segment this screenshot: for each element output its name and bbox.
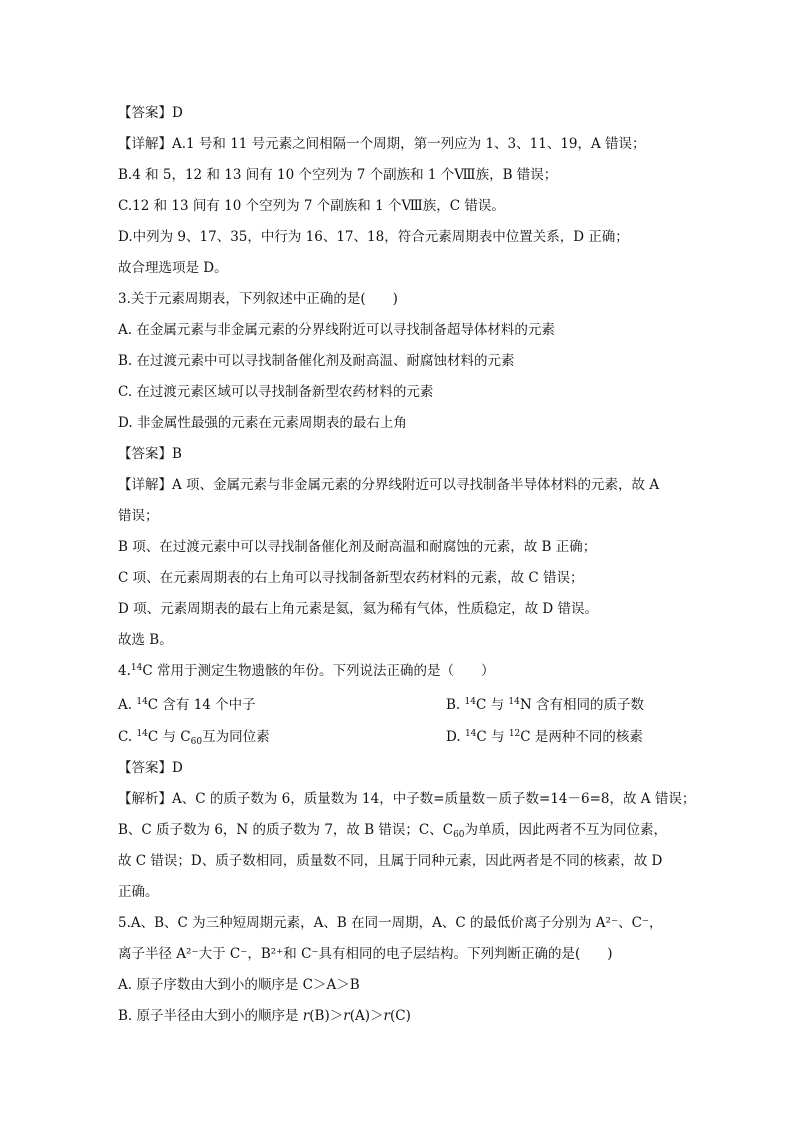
mass-number: 14 [464,697,476,707]
q3-option-a: A. 在金属元素与非金属元素的分界线附近可以寻找制备超导体材料的元素 [118,322,555,338]
radius-symbol: r [302,1008,310,1024]
option-text: B. 原子半径由大到小的顺序是 [118,1008,303,1024]
q4-answer: 【答案】D [118,760,183,776]
option-text: C 是两种不同的核素 [520,729,643,745]
q3-explanation-b: B 项、在过渡元素中可以寻找制备催化剂及耐高温和耐腐蚀的元素，故 B 正确； [118,539,597,555]
analysis-text: B、C 质子数为 6，N 的质子数为 7，故 B 错误；C、C [118,822,454,838]
q4-option-a [118,696,256,714]
q3-explanation-a-cont: 错误； [118,508,159,524]
option-label: A. [118,697,137,713]
subscript: 60 [190,737,203,747]
option-text: (B)＞ [309,1008,344,1024]
option-text: C 与 [476,729,509,745]
option-text: N 含有相同的质子数 [519,697,644,713]
q4-number: 4. [118,663,131,679]
q4-analysis-2 [118,821,667,839]
mass-number: 14 [136,729,148,739]
q2-conclusion: 故合理选项是 D。 [118,260,228,276]
q5-stem-1: 5.A、B、C 为三种短周期元素，A、B 在同一周期，A、C 的最低价离子分别为 A²⁻、C⁻， [118,915,663,931]
q5-stem-2: 离子半径 A²⁻大于 C⁻，B²⁺和 C⁻具有相同的电子层结构。下列判断正确的是( ) [118,946,613,962]
option-text: C 与 C [147,729,191,745]
mass-number: 14 [508,697,520,707]
q5-option-a: A. 原子序数由大到小的顺序是 C＞A＞B [118,977,360,993]
q3-explanation-d: D 项、元素周期表的最右上角元素是氦，氦为稀有气体，性质稳定，故 D 错误。 [118,601,599,617]
q2-answer: 【答案】D [118,105,183,121]
q2-explanation-b: B.4 和 5，12 和 13 间有 10 个空列为 7 个副族和 1 个Ⅷ族，B 错误； [118,167,558,183]
q2-explanation-d: D.中列为 9、17、35，中行为 16、17、18，符合元素周期表中位置关系，D 正确； [118,229,629,245]
radius-symbol: r [383,1008,390,1024]
q4-analysis-4: 正确。 [118,884,159,900]
q2-explanation-a: 【详解】A.1 号和 11 号元素之间相隔一个周期，第一列应为 1、3、11、19，A 错误； [118,136,646,152]
option-label: D. [446,729,465,745]
mass-number: 12 [508,729,521,739]
q3-explanation-a: 【详解】A 项、金属元素与非金属元素的分界线附近可以寻找制备半导体材料的元素，故 A [118,477,660,493]
q2-explanation-c: C.12 和 13 间有 10 个空列为 7 个副族和 1 个Ⅷ族，C 错误。 [118,198,505,214]
option-label: B. [446,697,465,713]
mass-number: 14 [130,663,143,673]
q3-answer: 【答案】B [118,446,182,462]
q4-stem [118,662,494,680]
radius-symbol: r [343,1008,350,1024]
option-text: (C) [389,1008,411,1024]
q4-analysis-1: 【解析】A、C 的质子数为 6，质量数为 14，中子数=质量数－质子数=14－6=8，故 A 错误； [118,791,696,807]
q3-explanation-c: C 项、在元素周期表的右上角可以寻找制备新型农药材料的元素，故 C 错误； [118,570,584,586]
analysis-text: 为单质，因此两者不互为同位素， [464,822,668,838]
q5-option-b [118,1007,411,1025]
q4-analysis-3: 故 C 错误；D、质子数相同，质量数不同，且属于同种元素，因此两者是不同的核素，故 D [118,853,663,869]
option-text: (A)＞ [349,1008,384,1024]
q3-conclusion: 故选 B。 [118,632,173,648]
q3-option-c: C. 在过渡元素区域可以寻找制备新型农药材料的元素 [118,384,434,400]
q3-stem: 3.关于元素周期表，下列叙述中正确的是( ) [118,291,398,307]
q4-option-d [446,728,643,746]
q3-option-d: D. 非金属性最强的元素在元素周期表的最右上角 [118,415,407,431]
option-label: C. [118,729,137,745]
option-text: C 与 [475,697,509,713]
q4-option-b [446,696,644,714]
mass-number: 14 [136,697,148,707]
q3-option-b: B. 在过渡元素中可以寻找制备催化剂及耐高温、耐腐蚀材料的元素 [118,353,515,369]
q4-option-c [118,728,270,746]
option-text: C 含有 14 个中子 [147,697,256,713]
option-text: 互为同位素 [202,729,270,745]
mass-number: 14 [464,729,477,739]
q4-stem-text: C 常用于测定生物遗骸的年份。下列说法正确的是（ ） [142,663,495,679]
subscript: 60 [453,830,465,840]
